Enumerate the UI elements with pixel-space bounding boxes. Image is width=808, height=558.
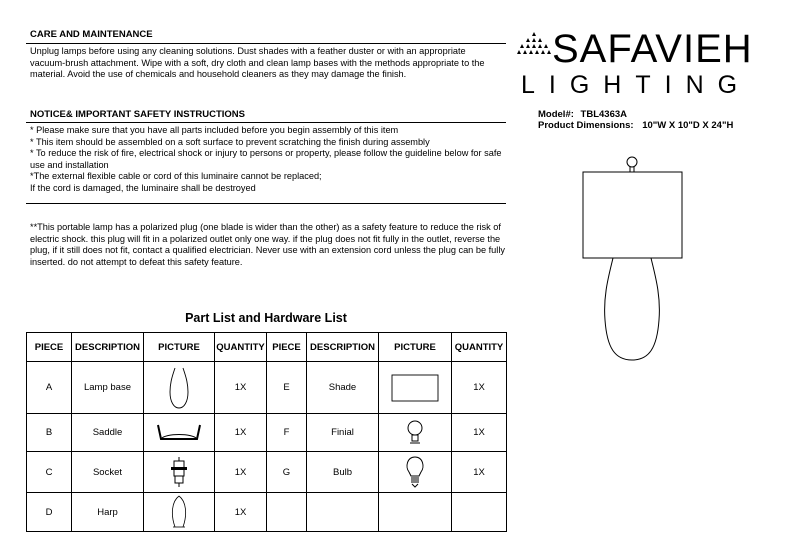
desc-cell: Shade	[307, 362, 379, 414]
picture-cell	[144, 452, 215, 493]
dims-value: 10"W X 10"D X 24"H	[642, 120, 734, 131]
parts-table	[26, 332, 507, 532]
piece-cell: G	[267, 452, 307, 493]
table-row	[27, 493, 507, 532]
care-text	[30, 46, 505, 81]
desc-cell: Harp	[72, 493, 144, 532]
shade-icon	[391, 374, 439, 402]
brand-name: SAFAVIEH	[552, 27, 753, 71]
safety-item: * To reduce the risk of fire, electrical shock or injury to persons or property, please follow the guideline below for safe use and installation	[30, 148, 502, 170]
dims-label: Product Dimensions:	[538, 120, 634, 131]
desc-cell: Socket	[72, 452, 144, 493]
qty-cell: 1X	[452, 452, 507, 493]
qty-cell: 1X	[215, 362, 267, 414]
piece-cell: C	[27, 452, 72, 493]
col-header: PIECE	[267, 333, 307, 362]
lamp-base-icon	[164, 366, 194, 410]
safety-item: * Please make sure that you have all parts included before you begin assembly of this item	[30, 125, 399, 135]
picture-cell	[379, 493, 452, 532]
table-row	[27, 362, 507, 414]
care-title: CARE AND MAINTENANCE	[30, 29, 153, 40]
parts-header-row	[27, 333, 507, 362]
care-rule	[26, 43, 506, 44]
harp-icon	[167, 494, 191, 530]
piece-cell: F	[267, 414, 307, 452]
model-value: TBL4363A	[580, 109, 627, 120]
qty-cell: 1X	[215, 414, 267, 452]
col-header: PIECE	[27, 333, 72, 362]
col-header: DESCRIPTION	[72, 333, 144, 362]
safety-item: * This item should be assembled on a soft surface to prevent scratching the finish during assembly	[30, 136, 430, 147]
desc-cell: Lamp base	[72, 362, 144, 414]
col-header: PICTURE	[144, 333, 215, 362]
safety-rule-top	[26, 122, 506, 123]
dims-line	[538, 120, 733, 131]
care-text-2: vacuum-brush attachment. Wipe with a soft, dry cloth and clean lamp bases with the methods appropriate to the material. Avoid the use of chemicals and household cleaners as they may damage the finish.	[30, 57, 485, 80]
bulb-icon	[404, 455, 426, 489]
qty-cell: 1X	[452, 414, 507, 452]
safety-item: If the cord is damaged, the luminaire shall be destroyed	[30, 182, 256, 193]
desc-cell	[307, 493, 379, 532]
piece-cell: A	[27, 362, 72, 414]
parts-title: Part List and Hardware List	[185, 311, 347, 325]
safety-title: NOTICE& IMPORTANT SAFETY INSTRUCTIONS	[30, 109, 245, 120]
table-row	[27, 452, 507, 493]
model-line	[538, 109, 627, 120]
piece-cell: E	[267, 362, 307, 414]
desc-cell: Saddle	[72, 414, 144, 452]
picture-cell	[144, 362, 215, 414]
model-label: Model#:	[538, 109, 574, 120]
col-header: DESCRIPTION	[307, 333, 379, 362]
safety-list	[30, 125, 505, 195]
finial-icon	[404, 419, 426, 447]
care-text-1: Unplug lamps before using any cleaning solutions. Dust shades with a feather duster or with an appropriate	[30, 46, 466, 56]
chandelier-icon	[516, 30, 552, 66]
desc-cell: Finial	[307, 414, 379, 452]
safety-rule-bottom	[26, 203, 506, 204]
picture-cell	[379, 362, 452, 414]
safety-item: *The external flexible cable or cord of this luminaire cannot be replaced;	[30, 171, 322, 182]
desc-cell: Bulb	[307, 452, 379, 493]
piece-cell: D	[27, 493, 72, 532]
picture-cell	[379, 452, 452, 493]
table-row	[27, 414, 507, 452]
plug-note: **This portable lamp has a polarized plug (one blade is wider than the other) as a safety feature to reduce the risk of electric shock. this plug will fit in a polarized outlet only one way. if the plug does not fit fully in the outlet, reverse the plug, if it still does not fit, contact a qualified electrician. Never use with an extension cord unless the plug can be fully inserted. do not attempt to defeat this safety feature.	[30, 222, 505, 267]
piece-cell: B	[27, 414, 72, 452]
picture-cell	[144, 414, 215, 452]
lamp-illustration	[575, 150, 695, 380]
qty-cell: 1X	[452, 362, 507, 414]
col-header: QUANTITY	[215, 333, 267, 362]
col-header: PICTURE	[379, 333, 452, 362]
piece-cell	[267, 493, 307, 532]
qty-cell	[452, 493, 507, 532]
picture-cell	[379, 414, 452, 452]
saddle-icon	[155, 421, 203, 445]
picture-cell	[144, 493, 215, 532]
brand-sub: LIGHTING	[521, 71, 752, 99]
col-header: QUANTITY	[452, 333, 507, 362]
socket-icon	[168, 456, 190, 488]
qty-cell: 1X	[215, 493, 267, 532]
qty-cell: 1X	[215, 452, 267, 493]
